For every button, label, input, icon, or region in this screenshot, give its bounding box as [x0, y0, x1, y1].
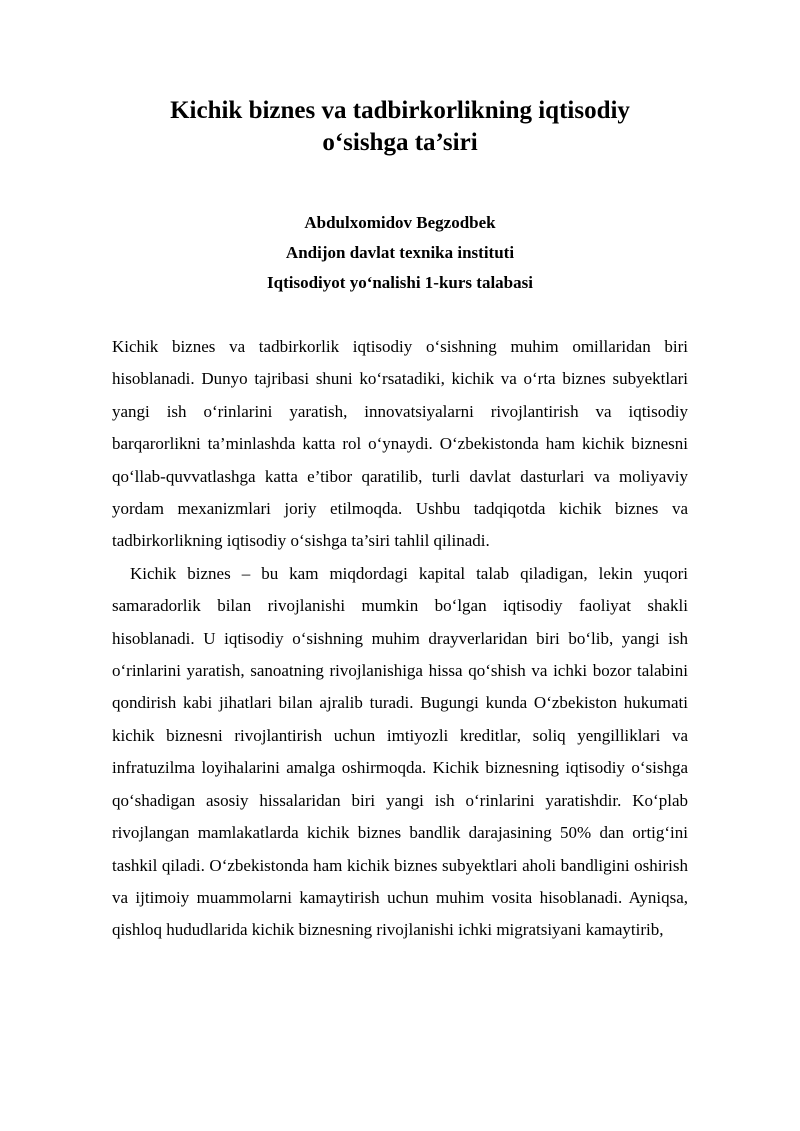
paragraph-2: Kichik biznes – bu kam miqdordagi kapital talab qiladigan, lekin yuqori samaradorlik bilan rivojlanishi mumkin bo‘lgan iqtisodiy faoliyat shakli hisoblanadi. U iqtisodiy o‘sishning muhim drayverlaridan biri bo‘lib, yangi ish o‘rinlarini yaratish, sanoatning rivojlanishiga hissa qo‘shish va ichki bozor talabini qondirish kabi jihatlari bilan ajralib turadi. Bugungi kunda O‘zbekiston hukumati kichik biznesni rivojlantirish uchun imtiyozli kreditlar, soliq yengilliklari va infratuzilma loyihalarini amalga oshirmoqda. Kichik biznesning iqtisodiy o‘sishga qo‘shadigan asosiy hissalaridan biri yangi ish o‘rinlarini yaratishdir. Ko‘plab rivojlangan mamlakatlarda kichik biznes bandlik darajasining 50% dan ortig‘ini tashkil qiladi. O‘zbekistonda ham kichik biznes subyektlari aholi bandligini oshirish va ijtimoiy muammolarni kamaytirish uchun muhim vosita hisoblanadi. Ayniqsa, qishloq hududlarida kichik biznesning rivojlanishi ichki migratsiyani kamaytirib, [112, 563, 688, 940]
document-title [60, 95, 740, 159]
title-line-1: Kichik biznes va tadbirkorlikning iqtisodiy [170, 97, 630, 124]
paragraph-1: Kichik biznes va tadbirkorlik iqtisodiy o‘sishning muhim omillaridan biri hisoblanadi. Dunyo tajribasi shuni ko‘rsatadiki, kichik va o‘rta biznes subyektlari yangi ish o‘rinlarini yaratish, innovatsiyalarni rivojlantirish va iqtisodiy barqarorlikni ta’minlashda katta rol o‘ynaydi. O‘zbekistonda ham kichik biznesni qo‘llab-quvvatlashga katta e’tibor qaratilib, turli davlat dasturlari va moliyaviy yordam mexanizmlari joriy etilmoqda. Ushbu tadqiqotda kichik biznes va tadbirkorlikning iqtisodiy o‘sishga ta’siri tahlil qilinadi. [112, 337, 688, 551]
author-block [60, 208, 740, 298]
author-name: Abdulxomidov Begzodbek [304, 213, 496, 232]
author-position: Iqtisodiyot yo‘nalishi 1-kurs talabasi [267, 273, 533, 292]
title-line-2: o‘sishga ta’siri [322, 129, 478, 156]
body-text [112, 331, 688, 947]
author-institution: Andijon davlat texnika instituti [285, 243, 515, 262]
